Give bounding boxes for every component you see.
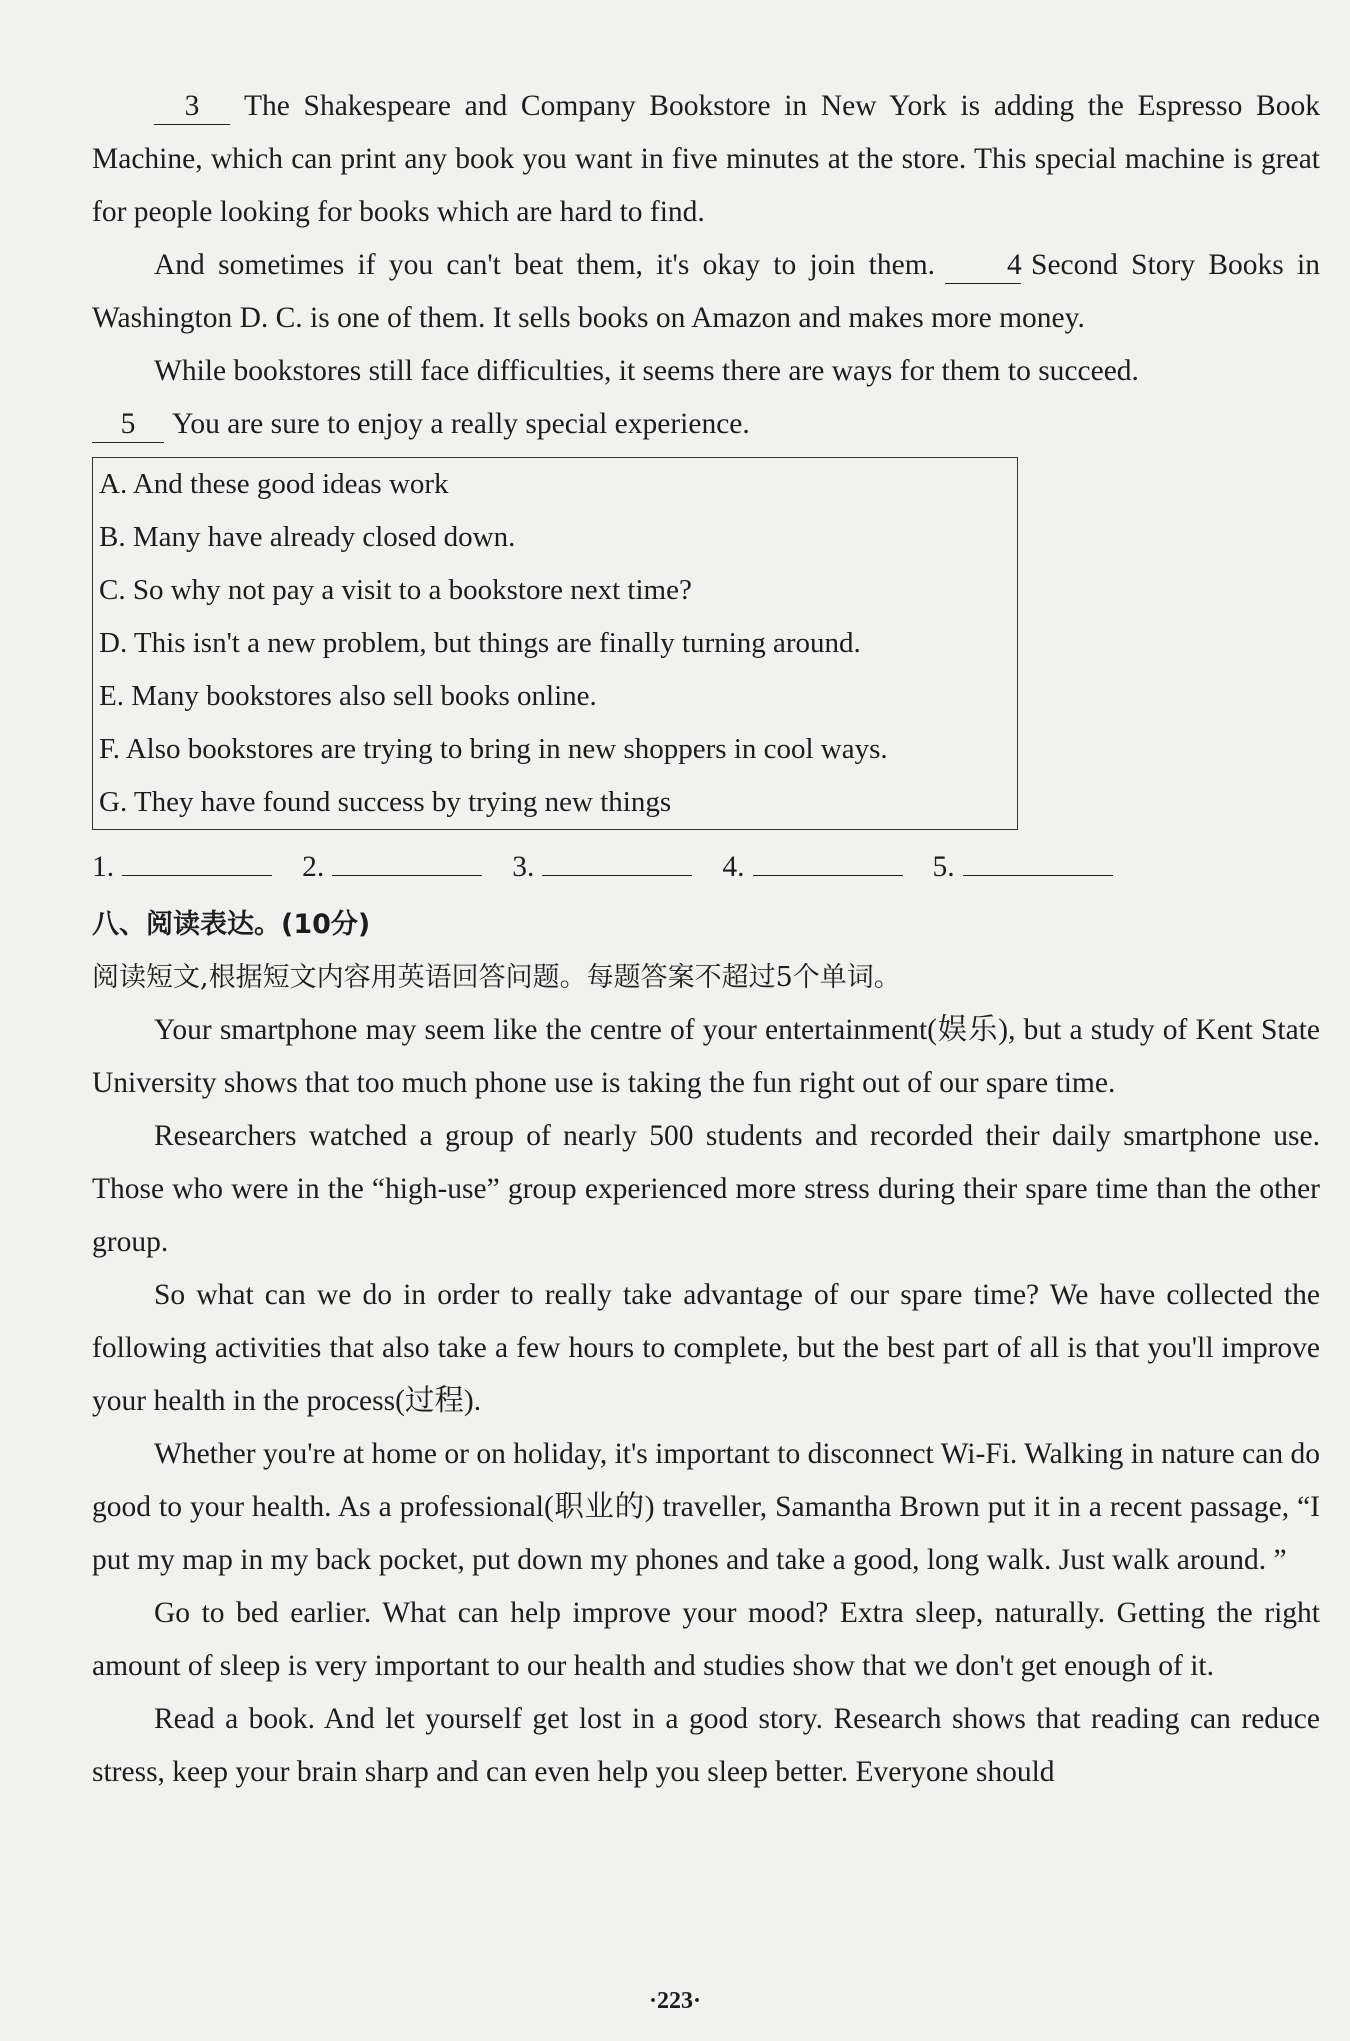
answer-blank-3[interactable]: 3 <box>154 88 230 125</box>
answer-1-line[interactable] <box>122 845 272 876</box>
passage-paragraph-6: Read a book. And let yourself get lost in a good story. Research shows that reading can reduce stress, keep your brain sharp and can even help you sleep better. Everyone should <box>92 1703 1320 1788</box>
answer-5[interactable] <box>933 836 1113 898</box>
answer-5-line[interactable] <box>963 845 1113 876</box>
paragraph-2-before: And sometimes if you can't beat them, it's okay to join them. <box>154 249 936 281</box>
option-d: D. This isn't a new problem, but things are finally turning around. <box>99 627 861 659</box>
option-f: F. Also bookstores are trying to bring in new shoppers in cool ways. <box>99 733 888 765</box>
option-c: C. So why not pay a visit to a bookstore next time? <box>99 574 692 606</box>
paragraph-4 <box>92 398 1320 451</box>
answer-5-label: 5. <box>932 851 955 883</box>
answer-4-line[interactable] <box>753 845 903 876</box>
option-g: G. They have found success by trying new things <box>99 786 672 818</box>
page-number: ·223· <box>648 1988 701 2014</box>
answer-blank-4[interactable]: 4 <box>945 247 1021 284</box>
paragraph-3: While bookstores still face difficulties, it seems there are ways for them to succeed. <box>154 355 1139 387</box>
options-box <box>92 457 1018 830</box>
paragraph-2-after: Second Story Books in Washington D. C. is one of them. It sells books on Amazon and makes more money. <box>92 249 1320 334</box>
answer-4-label: 4. <box>722 851 745 883</box>
answer-1[interactable] <box>92 836 272 898</box>
section-instruction: 阅读短文,根据短文内容用英语回答问题。每题答案不超过5个单词。 <box>92 962 901 993</box>
passage-paragraph-1: Your smartphone may seem like the centre of your entertainment(娱乐), but a study of Kent State University shows that too much phone use is taking the fun right out of our spare time. <box>92 1014 1320 1099</box>
answer-2[interactable] <box>302 836 482 898</box>
paragraph-4-text: You are sure to enjoy a really special experience. <box>172 408 750 440</box>
answer-4[interactable] <box>722 836 902 898</box>
paragraph-2 <box>92 239 1320 345</box>
passage-paragraph-4: Whether you're at home or on holiday, it's important to disconnect Wi-Fi. Walking in nature can do good to your health. As a professional(职业的) traveller, Samantha Brown put it in a recent passage, “I put my map in my back pocket, put down my phones and take a good, long walk. Just walk around. ” <box>92 1438 1320 1576</box>
option-b: B. Many have already closed down. <box>99 521 516 553</box>
document-page <box>92 80 1320 1799</box>
answer-3[interactable] <box>512 836 692 898</box>
answer-1-label: 1. <box>92 851 115 883</box>
passage-paragraph-2: Researchers watched a group of nearly 500 students and recorded their daily smartphone use. Those who were in the “high-use” group experienced more stress during their spare time than the other group. <box>92 1120 1320 1258</box>
answer-row <box>92 836 1320 898</box>
answer-3-label: 3. <box>512 851 535 883</box>
option-a: A. And these good ideas work <box>99 468 449 500</box>
paragraph-1 <box>92 80 1320 239</box>
section-heading: 八、阅读表达。(10分) <box>92 909 371 940</box>
passage-paragraph-3: So what can we do in order to really take advantage of our spare time? We have collected the following activities that also take a few hours to complete, but the best part of all is that you'll improve your health in the process(过程). <box>92 1279 1320 1417</box>
option-e: E. Many bookstores also sell books online. <box>99 680 597 712</box>
passage-paragraph-5: Go to bed earlier. What can help improve your mood? Extra sleep, naturally. Getting the right amount of sleep is very important to our health and studies show that we don't get enough of it. <box>92 1597 1320 1682</box>
answer-3-line[interactable] <box>542 845 692 876</box>
answer-2-label: 2. <box>302 851 325 883</box>
paragraph-1-text: The Shakespeare and Company Bookstore in New York is adding the Espresso Book Machine, which can print any book you want in five minutes at the store. This special machine is great for people looking for books which are hard to find. <box>92 90 1320 228</box>
answer-blank-5[interactable]: 5 <box>92 406 164 443</box>
answer-2-line[interactable] <box>332 845 482 876</box>
